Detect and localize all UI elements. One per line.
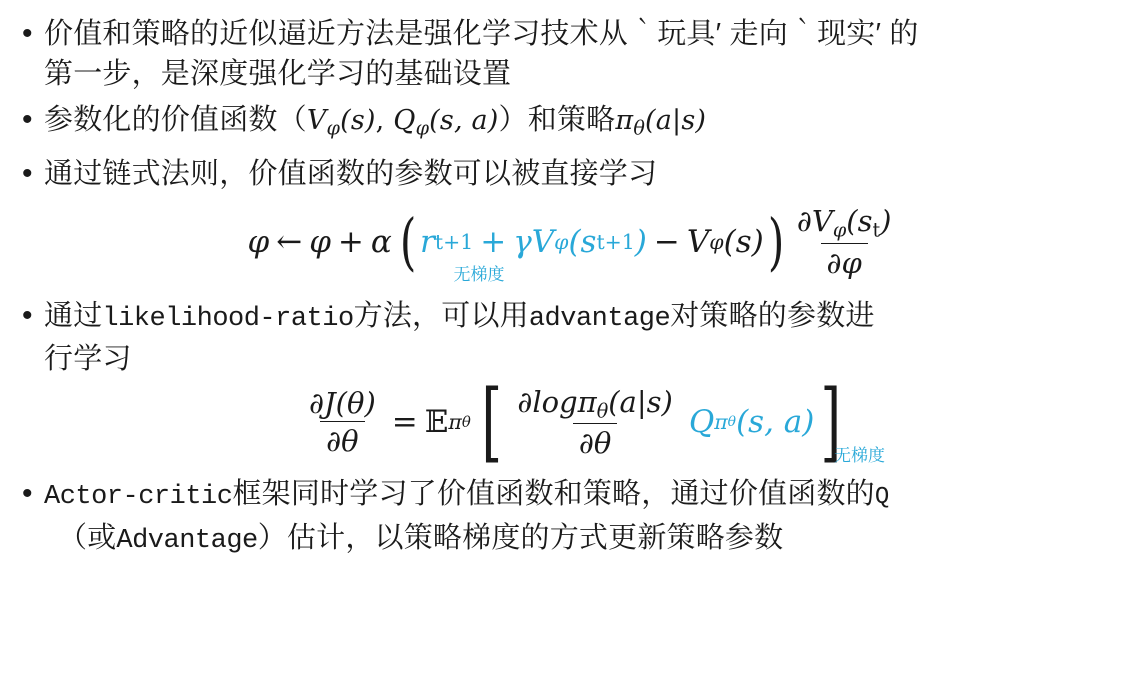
bullet-marker-icon: • (22, 157, 33, 191)
eq2-q-args: (s, a) (736, 404, 815, 441)
eq2-score-num-subscript: θ (596, 399, 609, 423)
bullet-parameterized-text (44, 100, 1126, 148)
bullet-parameterized-prefix: 参数化的价值函数（ (44, 104, 307, 136)
eq2-score-num-args: (a|s) (608, 384, 673, 419)
bullet-marker-icon: • (22, 103, 33, 136)
q-function-symbol: Q (393, 105, 416, 136)
eq1-plus: + (337, 224, 364, 261)
eq1-no-gradient-annotation: 无梯度 (453, 265, 505, 285)
q-function-args: (s, a) (429, 105, 499, 136)
blr-part3: 对策略的参数进 (670, 299, 875, 332)
bac-part1: 框架同时学习了价值函数和策略，通过价值函数的 (232, 478, 875, 511)
eq1-plus2: + (480, 224, 507, 261)
eq1-gradient-fraction (791, 204, 898, 279)
bullet-actor-critic (22, 474, 1126, 561)
bullet-approximation-line2: 第一步，是深度强化学习的基础设置 (44, 58, 512, 90)
value-function-symbol: V (306, 105, 327, 136)
eq1-next-value-args-sub: t+1 (596, 230, 635, 255)
eq1-frac-num-args-sub: t (872, 218, 881, 242)
eq1-phi-left: φ (247, 224, 270, 261)
eq1-value-subscript: φ (709, 230, 724, 255)
policy-args: (a|s) (645, 105, 707, 136)
bullet-approximation-text (44, 14, 1126, 94)
bac-line2-suffix: ）估计，以策略梯度的方式更新策略参数 (257, 522, 784, 555)
eq1-phi-2: φ (309, 224, 331, 261)
formula-comma: , (375, 105, 394, 136)
eq2-equals: = (391, 404, 418, 441)
bac-mono-actor-critic: Actor-critic (44, 482, 233, 513)
eq1-next-value-args: (s (568, 224, 597, 261)
eq1-frac-num-symbol: ∂V (796, 204, 833, 239)
eq1-alpha: α (370, 224, 392, 261)
bullet-actor-critic-line1 (44, 474, 1126, 518)
eq2-expectation-subscript: π (448, 410, 462, 435)
bullet-chain-rule (22, 154, 1126, 194)
bullet-actor-critic-text (44, 474, 1126, 561)
eq1-gradient-numerator (791, 204, 898, 242)
blr-part2: 方法，可以用 (353, 299, 529, 332)
q-function-subscript: φ (415, 116, 430, 140)
policy-gradient-equation-block (22, 371, 1126, 472)
eq2-no-gradient-annotation: 无梯度 (834, 445, 886, 465)
eq1-next-value-symbol: V (531, 224, 555, 261)
eq1-arrow: ← (276, 224, 303, 261)
eq2-score-numerator (511, 385, 678, 423)
policy-symbol: π (615, 105, 634, 136)
bullet-likelihood-ratio (22, 296, 1126, 379)
eq2-expectation-symbol: 𝔼 (424, 404, 449, 441)
value-function-subscript: φ (326, 116, 341, 140)
bullet-chain-rule-text: 通过链式法则，价值函数的参数可以被直接学习 (44, 158, 658, 191)
eq1-close-paren: ) (767, 204, 785, 278)
eq1-frac-num-args-close: ) (880, 204, 892, 239)
eq2-score-function-fraction (511, 385, 678, 460)
eq2-close-bracket: ] (820, 371, 842, 472)
eq2-expectation-subscript2: θ (461, 413, 471, 432)
eq1-reward-symbol: r (420, 224, 435, 261)
eq1-open-paren: ( (399, 204, 417, 278)
blr-part1: 通过 (44, 299, 103, 332)
eq2-lhs-numerator: ∂J(θ) (309, 386, 376, 421)
value-function-td-update-block (22, 204, 1126, 285)
bullet-parameterized-middle: ）和策略 (498, 104, 616, 136)
bullet-likelihood-ratio-line2: 行学习 (44, 342, 132, 375)
bullet-likelihood-ratio-text (44, 296, 1126, 379)
eq2-score-num-symbol: ∂logπ (517, 384, 597, 419)
eq1-reward-subscript: t+1 (434, 230, 474, 255)
eq1-next-value-subscript: φ (554, 230, 569, 255)
eq2-q-symbol: Q (688, 404, 715, 441)
eq1-frac-num-args: (s (846, 204, 873, 239)
eq1-minus: − (653, 224, 680, 261)
bac-line2-prefix: （或 (58, 522, 117, 555)
bullet-marker-icon: • (22, 298, 33, 332)
eq1-value-symbol: V (686, 224, 710, 261)
eq2-open-bracket: [ (481, 371, 502, 472)
value-function-td-update (248, 204, 901, 279)
eq2-score-denominator: ∂θ (573, 423, 617, 460)
bac-mono-q: Q (874, 484, 889, 512)
bullet-parameterized (22, 100, 1126, 148)
value-function-args: (s) (340, 105, 376, 136)
bullet-marker-icon: • (22, 477, 33, 511)
bullet-marker-icon: • (22, 17, 33, 50)
eq2-q-superscript2: θ (727, 414, 737, 431)
eq1-gradient-denominator: ∂φ (821, 243, 868, 280)
bullet-actor-critic-line2 (44, 518, 1126, 561)
eq1-next-value-args-close: ) (634, 224, 647, 261)
policy-gradient-equation (300, 371, 848, 472)
eq1-gamma: γ (513, 224, 532, 261)
eq2-q-superscript: π (714, 410, 728, 435)
bullet-approximation-line1: 价值和策略的近似逼近方法是强化学习技术从‵玩具′ 走向‵现实′ 的 (44, 18, 919, 50)
eq2-lhs-denominator: ∂θ (320, 421, 364, 458)
eq2-lhs-fraction (303, 386, 382, 458)
bac-mono-advantage: Advantage (116, 526, 258, 557)
eq1-value-args: (s) (723, 224, 764, 261)
bullet-approximation (22, 14, 1126, 94)
blr-mono-advantage: advantage (528, 303, 671, 334)
eq1-frac-num-subscript: φ (832, 218, 847, 242)
policy-subscript: θ (633, 116, 646, 140)
blr-mono-likelihood-ratio: likelihood-ratio (102, 303, 354, 334)
bullet-likelihood-ratio-line1 (44, 296, 1126, 339)
